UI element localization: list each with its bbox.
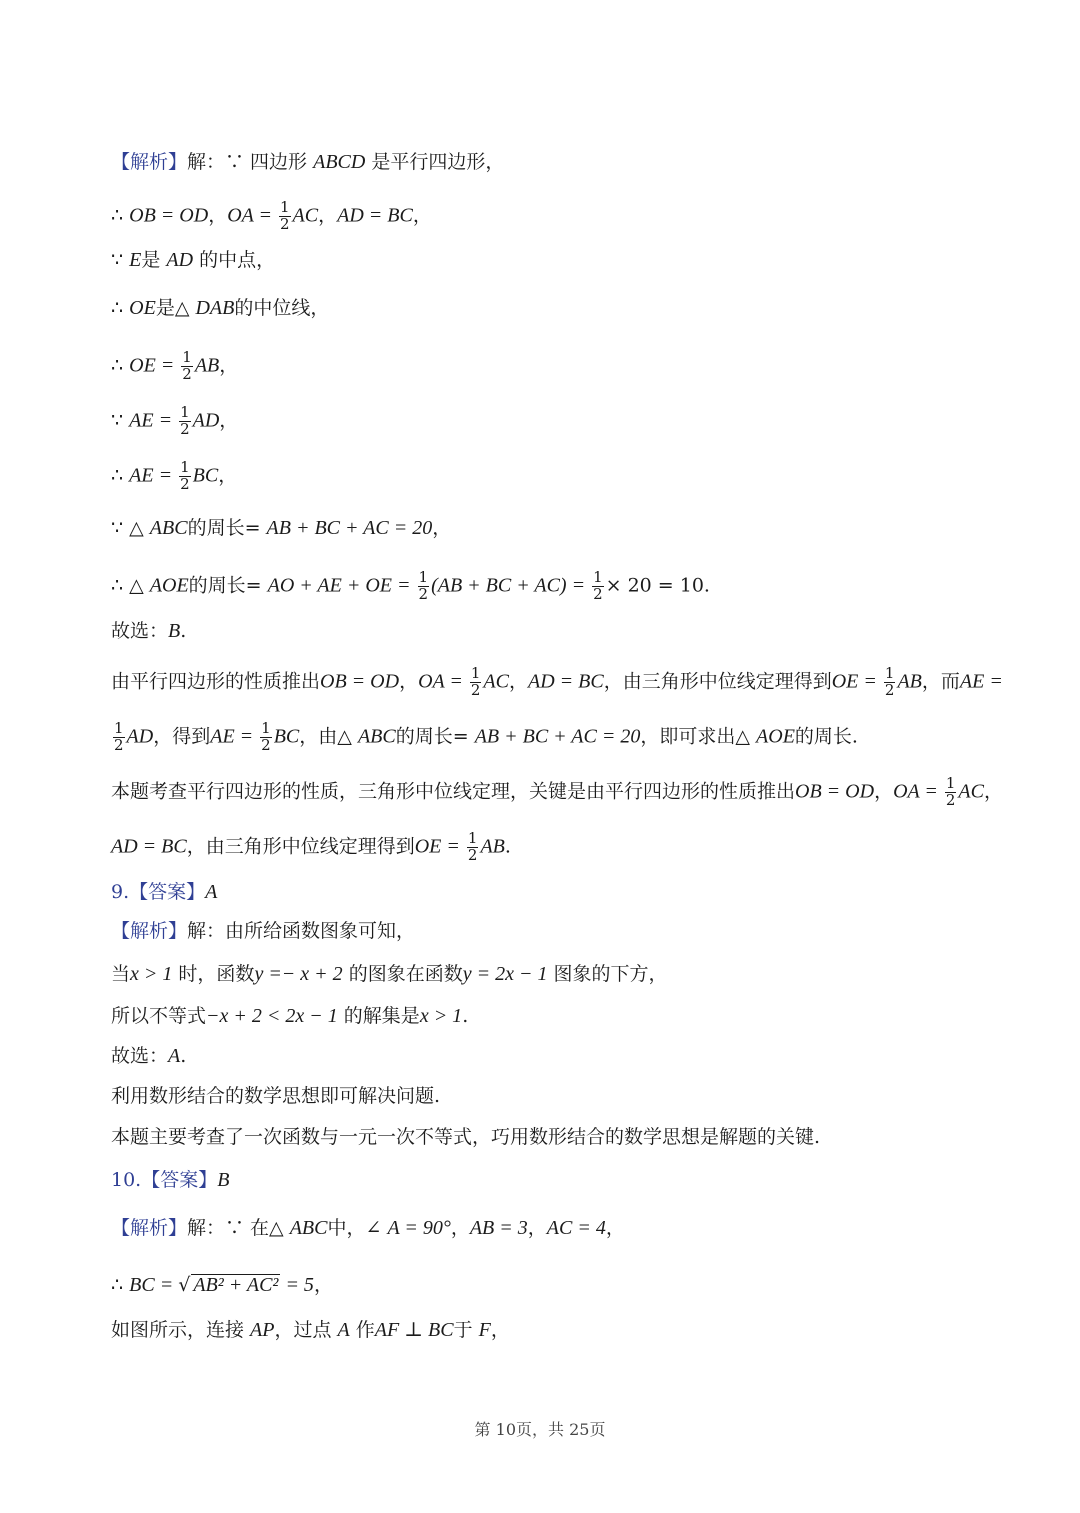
text-run: 由平行四边形的性质推出	[111, 670, 321, 693]
text-run: 是平行四边形，	[365, 151, 505, 173]
text-run: ，即可求出△	[640, 725, 757, 748]
text-line-25	[111, 1320, 510, 1340]
math-expression: AB	[194, 354, 220, 377]
math-expression: AE =	[959, 670, 1003, 693]
math-expression: AC	[483, 670, 509, 693]
math-expression: AD	[126, 725, 154, 748]
text-line-3	[111, 250, 275, 270]
text-run: 解：由所给函数图象可知，	[187, 920, 416, 942]
text-run: ，过点	[274, 1319, 338, 1341]
math-expression: AD	[192, 409, 220, 432]
text-run: 故选：	[111, 1045, 169, 1067]
fraction: $\frac{1}{2}$	[114, 719, 124, 754]
text-line-7	[111, 460, 237, 493]
text-line-19	[111, 1046, 186, 1066]
math-expression: AD	[166, 249, 194, 271]
text-run: 的中位线，	[234, 297, 330, 319]
math-expression: ABC	[357, 725, 396, 748]
text-run: ∵ △	[111, 517, 150, 539]
text-run: ，	[313, 1274, 333, 1296]
math-expression: BC =	[129, 1274, 179, 1296]
text-run: ，由三角形中位线定理得到	[186, 835, 415, 858]
text-run: 的中点，	[193, 249, 276, 271]
text-line-23	[111, 1218, 625, 1238]
math-expression: E	[129, 249, 142, 271]
text-run: 故选：	[111, 620, 169, 642]
math-expression: DAB	[195, 297, 235, 319]
math-expression: x > 1	[130, 963, 173, 985]
math-expression: AE =	[129, 464, 178, 487]
math-expression: AO + AE + OE =	[267, 574, 416, 597]
math-expression: OB = OD	[129, 204, 209, 227]
text-line-16	[111, 922, 415, 941]
text-run: ，	[432, 517, 452, 539]
math-expression: OE =	[129, 354, 180, 377]
text-run: 的周长.	[794, 725, 858, 748]
text-line-4	[111, 298, 329, 318]
math-expression: OA =	[418, 670, 468, 693]
text-line-13	[111, 776, 1003, 809]
text-run: ∴ △	[111, 574, 150, 597]
math-expression: OA =	[893, 780, 943, 803]
math-expression: B	[168, 620, 181, 642]
fraction: $\frac{1}{2}$	[945, 774, 956, 809]
text-run: 图象的下方，	[547, 963, 668, 985]
fraction: $\frac{1}{2}$	[884, 664, 895, 699]
text-run: ∴	[111, 204, 130, 227]
math-expression: ABC	[289, 1217, 328, 1239]
math-expression: OB = OD	[795, 780, 875, 803]
text-run: 时，函数	[172, 963, 255, 985]
text-run: ，由△	[299, 725, 358, 748]
fraction: $\frac{1}{2}$	[180, 458, 190, 493]
section-tag: 【解析】	[111, 151, 188, 173]
math-expression: AB + BC + AC = 20	[474, 725, 641, 748]
text-run: 本题主要考查了一次函数与一元一次不等式，巧用数形结合的数学思想是解题的关键.	[111, 1126, 821, 1148]
text-run: ，	[412, 204, 432, 227]
math-expression: A	[337, 1319, 350, 1341]
math-expression: BC	[192, 464, 219, 487]
text-run: 的解集是	[337, 1005, 420, 1027]
section-tag: 【解析】	[111, 920, 188, 942]
math-expression: AD = BC	[337, 204, 413, 227]
text-run: ，	[318, 204, 338, 227]
math-expression: OE =	[414, 835, 465, 858]
text-run: 作	[349, 1319, 375, 1341]
text-run: ，	[219, 354, 239, 377]
text-run: ，得到	[153, 725, 211, 748]
text-run: .	[180, 1045, 187, 1067]
text-run: 本题考查平行四边形的性质，三角形中位线定理，关键是由平行四边形的性质推出	[111, 780, 796, 803]
text-line-21	[111, 1128, 820, 1147]
text-line-2	[111, 200, 432, 233]
text-run: ，	[450, 1217, 470, 1239]
math-expression: AB + BC + AC = 20	[266, 517, 433, 539]
text-run: ∴	[111, 1274, 130, 1296]
text-run: ∴	[111, 354, 130, 377]
text-run: 的周长=	[395, 725, 475, 748]
math-expression: x > 1	[419, 1005, 463, 1027]
text-run: 是	[141, 249, 167, 271]
math-expression: AOE	[149, 574, 189, 597]
text-run: ∴	[111, 297, 130, 319]
text-run: 于	[453, 1319, 479, 1341]
math-expression: AOE	[756, 725, 795, 748]
fraction: $\frac{1}{2}$	[180, 403, 190, 438]
math-expression: AF ⊥ BC	[374, 1319, 454, 1341]
text-run: 所以不等式	[111, 1005, 207, 1027]
text-run: 利用数形结合的数学思想即可解决问题.	[111, 1085, 441, 1107]
text-run: .	[462, 1005, 469, 1027]
fraction: $\frac{1}{2}$	[470, 664, 481, 699]
section-tag: 【答案】	[141, 1169, 218, 1191]
math-expression: = 5	[280, 1274, 314, 1296]
math-expression: OE =	[831, 670, 882, 693]
math-expression: A	[168, 1045, 181, 1067]
math-expression: A = 90°	[387, 1217, 451, 1239]
math-expression: y = 2x − 1	[462, 963, 548, 985]
math-expression: AP	[250, 1319, 275, 1341]
text-run: ，而	[921, 670, 960, 693]
math-expression: AC	[292, 204, 319, 227]
text-line-5	[111, 350, 238, 383]
section-tag: 10.	[111, 1169, 142, 1191]
text-line-17	[111, 964, 668, 984]
math-expression: BC	[273, 725, 300, 748]
text-run: ，由三角形中位线定理得到	[603, 670, 832, 693]
text-line-1	[111, 152, 504, 172]
text-run: ，	[605, 1217, 625, 1239]
text-line-11	[111, 666, 1003, 699]
math-expression: A	[205, 881, 218, 903]
section-tag: 【答案】	[129, 881, 206, 903]
math-expression: AB	[897, 670, 922, 693]
math-expression: AD = BC	[111, 835, 187, 858]
math-expression: OB = OD	[320, 670, 400, 693]
fraction: $\frac{1}{2}$	[467, 829, 478, 864]
math-expression: AB	[480, 835, 505, 858]
fraction: $\frac{1}{2}$	[261, 719, 271, 754]
text-line-14	[111, 831, 511, 864]
text-run: 是△	[155, 297, 196, 319]
math-expression: y =− x + 2	[254, 963, 343, 985]
text-line-6	[111, 405, 238, 438]
math-expression: OA =	[227, 204, 277, 227]
text-run: .	[180, 620, 187, 642]
text-run: 的周长=	[188, 574, 268, 597]
text-run: ，	[399, 670, 419, 693]
square-root: √ AB² + AC²	[178, 1274, 279, 1296]
math-expression: ABCD	[313, 151, 366, 173]
text-run: × 20 = 10.	[605, 574, 710, 597]
text-line-18	[111, 1006, 468, 1026]
fraction: $\frac{1}{2}$	[593, 568, 603, 603]
text-run: ，	[527, 1217, 547, 1239]
text-run: ∵	[111, 409, 130, 432]
section-tag: 【解析】	[111, 1217, 188, 1239]
fraction: $\frac{1}{2}$	[418, 568, 429, 603]
text-line-8	[111, 518, 451, 538]
math-expression: AD = BC	[528, 670, 604, 693]
fraction: $\frac{1}{2}$	[280, 198, 290, 233]
text-line-22	[111, 1170, 229, 1190]
text-run: ，	[983, 780, 1003, 803]
text-run: ，	[208, 204, 228, 227]
math-expression: AC	[958, 780, 984, 803]
text-line-12	[111, 721, 858, 754]
text-line-15	[111, 882, 217, 902]
text-run: ，	[490, 1319, 510, 1341]
fraction: $\frac{1}{2}$	[182, 348, 192, 383]
text-run: 当	[111, 963, 131, 985]
math-expression: AE =	[129, 409, 178, 432]
math-expression: OE	[129, 297, 156, 319]
math-expression: ABC	[149, 517, 188, 539]
text-run: .	[504, 835, 511, 858]
math-expression: B	[217, 1169, 230, 1191]
text-run: ，	[219, 409, 239, 432]
text-line-10	[111, 621, 186, 641]
text-run: 中，∠	[327, 1217, 388, 1239]
text-run: ，	[218, 464, 238, 487]
text-run: 的周长=	[187, 517, 267, 539]
text-run: 如图所示，连接	[111, 1319, 251, 1341]
text-run: 解：∵ 四边形	[187, 151, 314, 173]
math-expression: AC = 4	[546, 1217, 606, 1239]
math-expression: AE =	[210, 725, 259, 748]
math-expression: −x + 2 < 2x − 1	[206, 1005, 338, 1027]
math-expression: AB = 3	[469, 1217, 528, 1239]
section-tag: 9.	[111, 881, 130, 903]
text-line-9	[111, 570, 710, 603]
text-run: 的图象在函数	[342, 963, 463, 985]
text-line-20	[111, 1087, 440, 1106]
text-run: ，	[508, 670, 528, 693]
text-line-24	[111, 1274, 333, 1295]
page-footer: 第 10页，共 25页	[474, 1420, 606, 1439]
text-run: 解：∵ 在△	[187, 1217, 290, 1239]
math-expression: (AB + BC + AC) =	[431, 574, 591, 597]
text-run: ，	[874, 780, 894, 803]
text-run: ∵	[111, 249, 130, 271]
text-run: ∴	[111, 464, 130, 487]
math-expression: F	[478, 1319, 491, 1341]
